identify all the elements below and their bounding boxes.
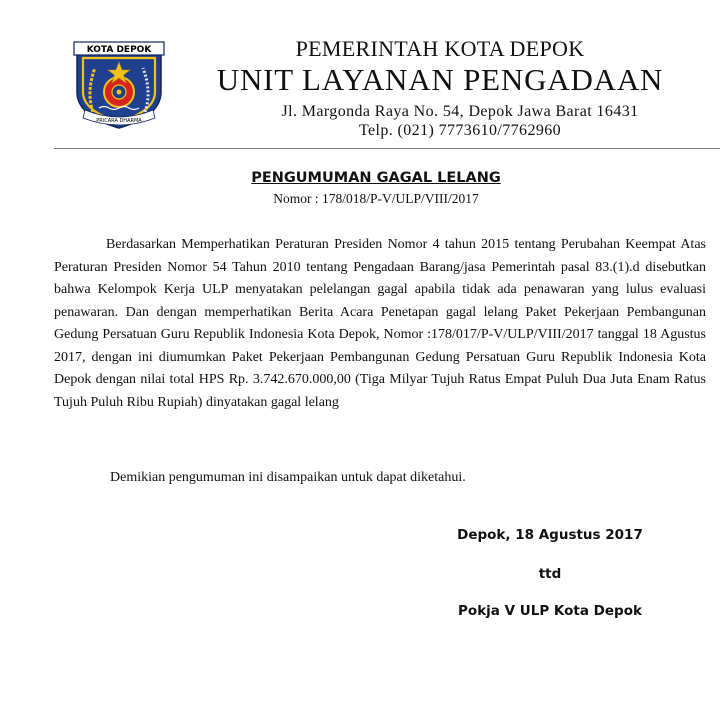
letterhead-divider (54, 148, 720, 149)
announcement-body (54, 234, 706, 414)
unit-name: UNIT LAYANAN PENGADAAN (216, 62, 664, 97)
closing-statement: Demikian pengumuman ini disampaikan untuk dapat diketahui. (110, 470, 466, 485)
government-name: PEMERINTAH KOTA DEPOK (295, 36, 585, 61)
announcement-title: PENGUMUMAN GAGAL LELANG (251, 170, 501, 186)
announcement-number: Nomor : 178/018/P-V/ULP/VIII/2017 (273, 191, 479, 206)
signature-place-date: Depok, 18 Agustus 2017 (457, 527, 643, 543)
logo-motto: PRICARA DHARMA (96, 118, 142, 124)
office-address: Jl. Margonda Raya No. 54, Depok Jawa Barat 16431 (281, 103, 639, 120)
kota-depok-emblem-icon (71, 40, 167, 130)
logo-label: KOTA DEPOK (86, 45, 152, 55)
announcement-body-text: Berdasarkan Memperhatikan Peraturan Presiden Nomor 4 tahun 2015 tentang Perubahan Keempat Atas Peraturan Presiden Nomor 54 Tahun 2010 tentang Pengadaan Barang/jasa Pemerintah pasal 83.(1).d disebutkan bahwa Kelompok Kerja ULP menyatakan pelelangan gagal apabila tidak ada penawaran yang lulus evaluasi penawaran. Dan dengan memperhatikan Berita Acara Penetapan gagal lelang Paket Pekerjaan Pembangunan Gedung Persatuan Guru Republik Indonesia Kota Depok, Nomor :178/017/P-V/ULP/VIII/2017 tanggal 18 Agustus 2017, dengan ini diumumkan Paket Pekerjaan Pembangunan Gedung Persatuan Guru Republik Indonesia Kota Depok dengan nilai total HPS Rp. 3.742.670.000,00 (Tiga Milyar Tujuh Ratus Empat Puluh Dua Juta Enam Ratus Tujuh Puluh Ribu Rupiah) dinyatakan gagal lelang (54, 237, 706, 410)
kota-depok-coat-of-arms (71, 40, 167, 130)
signature-ttd: ttd (538, 566, 562, 582)
office-phone: Telp. (021) 7773610/7762960 (358, 122, 562, 139)
signatory-name: Pokja V ULP Kota Depok (458, 603, 642, 619)
